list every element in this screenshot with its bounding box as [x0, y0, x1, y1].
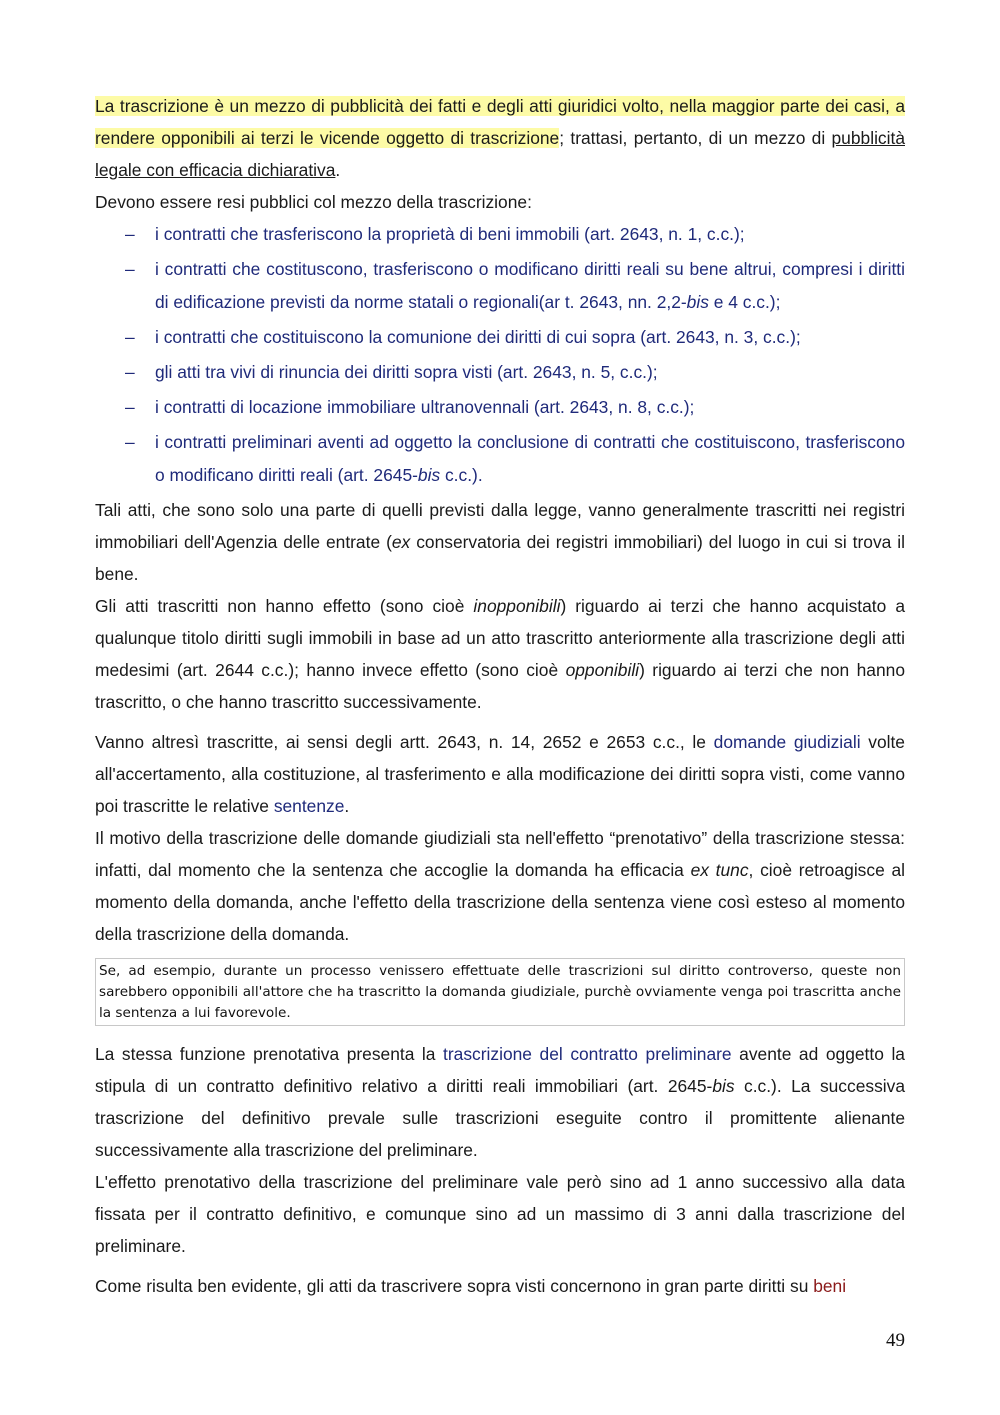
dash-bullet: –	[125, 397, 135, 417]
paragraph-registers: Tali atti, che sono solo una parte di quelli previsti dalla legge, vanno generalmente trascritti nei registri immobiliari dell'Agenzia delle entrate (ex conservatoria dei registri immobiliari) del luogo in cui si trova il bene.	[95, 500, 905, 584]
paragraph-duration: L'effetto prenotativo della trascrizione del preliminare vale però sino ad 1 anno successivo alla data fissata per il contratto definitivo, e comunque sino ad un massimo di 3 anni dalla trascrizione del preliminare.	[95, 1172, 905, 1256]
paragraph-effects: Gli atti trascritti non hanno effetto (sono cioè inopponibili) riguardo ai terzi che hanno acquistato a qualunque titolo diritti sugli immobili in base ad un atto trascritto anteriormente alla trascrizione degli atti medesimi (art. 2644 c.c.); hanno invece effetto (sono cioè opponibili) riguardo ai terzi che non hanno trascritto, o che hanno trascritto successivamente.	[95, 596, 906, 712]
paragraph-conclusion: Come risulta ben evidente, gli atti da trascrivere sopra visti concernono in gran parte diritti su beni	[95, 1276, 847, 1296]
paragraph-intro: La trascrizione è un mezzo di pubblicità dei fatti e degli atti giuridici volto, nella maggior parte dei casi, a rendere opponibili ai terzi le vicende oggetto di trascrizione; trattasi, pertanto, di un mezzo di pubblicità legale con efficacia dichiarativa.	[95, 96, 905, 180]
link-sentenze[interactable]: sentenze	[273, 796, 345, 816]
link-beni[interactable]: beni	[813, 1276, 847, 1296]
document-body	[95, 90, 905, 1302]
dash-bullet: –	[125, 432, 135, 452]
list-item: – i contratti di locazione immobiliare ultranovennali (art. 2643, n. 8, c.c.);	[95, 391, 905, 424]
list-item: – gli atti tra vivi di rinuncia dei diritti sopra visti (art. 2643, n. 5, c.c.);	[95, 356, 905, 389]
transcription-list	[95, 218, 905, 492]
dash-bullet: –	[125, 362, 135, 382]
underlined-text: pubblicità legale con efficacia dichiarativa	[95, 128, 905, 180]
paragraph-preliminary: La stessa funzione prenotativa presenta la trascrizione del contratto preliminare avente ad oggetto la stipula di un contratto definitivo relativo a diritti reali immobiliari (art. 2645-bis c.c.). La successiva trascrizione del definitivo prevale sulle trascrizioni eseguite contro il promittente alienante successivamente alla trascrizione del preliminare.	[95, 1044, 905, 1160]
dash-bullet: –	[125, 224, 135, 244]
list-item: – i contratti preliminari aventi ad oggetto la conclusione di contratti che costituiscono, trasferiscono o modificano diritti reali (art. 2645-bis c.c.).	[95, 426, 905, 492]
dash-bullet: –	[125, 327, 135, 347]
paragraph-judicial: Vanno altresì trascritte, ai sensi degli artt. 2643, n. 14, 2652 e 2653 c.c., le domande giudiziali volte all'accertamento, alla costituzione, al trasferimento e alla modificazione dei diritti sopra visti, come vanno poi trascritte le relative sentenze.	[95, 732, 905, 816]
link-contratto-preliminare[interactable]: trascrizione del contratto preliminare	[443, 1044, 732, 1064]
dash-bullet: –	[125, 259, 135, 279]
paragraph-prenotative: Il motivo della trascrizione delle domande giudiziali sta nell'effetto “prenotativo” della trascrizione stessa: infatti, dal momento che la sentenza che accoglie la domanda ha efficacia ex tunc, cioè retroagisce al momento della domanda, anche l'effetto della trascrizione della sentenza viene così esteso al momento della trascrizione della domanda.	[95, 828, 905, 944]
link-domande-giudiziali[interactable]: domande giudiziali	[713, 732, 861, 752]
list-item: – i contratti che costituscono, trasferiscono o modificano diritti reali su bene altrui, compresi i diritti di edificazione previsti da norme statali o regionali(ar t. 2643, nn. 2,2-bis e 4 c.c.);	[95, 253, 905, 319]
list-item: – i contratti che costituiscono la comunione dei diritti di cui sopra (art. 2643, n. 3, c.c.);	[95, 321, 905, 354]
example-box: Se, ad esempio, durante un processo venissero effettuate delle trascrizioni sul diritto controverso, queste non sarebbero opponibili all'attore che ha trascritto la domanda giudiziale, purchè ovviamente venga poi trascritta anche la sentenza a lui favorevole.	[95, 958, 905, 1026]
highlighted-text: La trascrizione è un mezzo di pubblicità dei fatti e degli atti giuridici volto, nella maggior parte dei casi, a rendere opponibili ai terzi le vicende oggetto di trascrizione	[95, 96, 905, 148]
page-number: 49	[886, 1330, 905, 1351]
paragraph-list-intro: Devono essere resi pubblici col mezzo della trascrizione:	[95, 192, 532, 212]
list-item: – i contratti che trasferiscono la proprietà di beni immobili (art. 2643, n. 1, c.c.);	[95, 218, 905, 251]
